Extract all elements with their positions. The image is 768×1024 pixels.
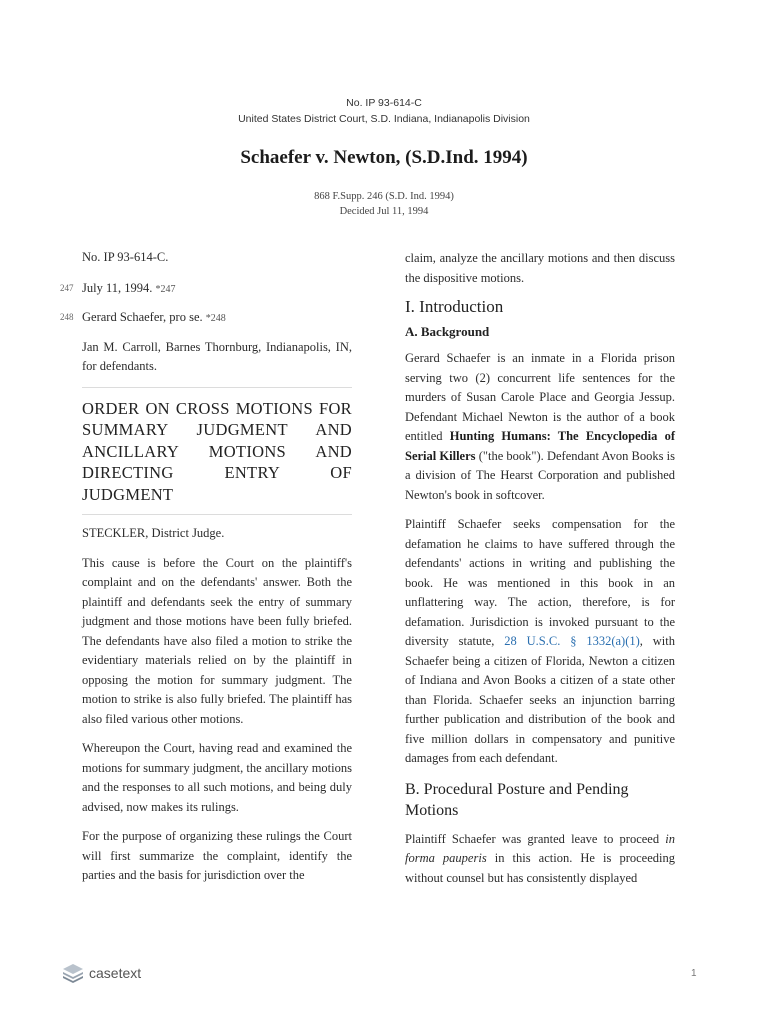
decided-date: Decided Jul 11, 1994: [339, 206, 429, 217]
paragraph: Plaintiff Schaefer seeks compensation for the defamation he claims to have suffered through the defendants' actions in writing and publishing the book. He was mentioned in this book in an unflattering way. The action, therefore, is for defamation. Jurisdiction is invoked pursuant to the diversity statute, 28 U.S.C. § 1332(a)(1), with Schaefer being a citizen of Florida, Newton a citizen of Indiana and Avon Books a citizen of a state other than Florida. Schaefer seeks an injunction barring further publication and distribution of the book and five million dollars in compensatory and punitive damages from each defendant.: [405, 517, 675, 765]
right-column: [405, 249, 675, 888]
court-name: United States District Court, S.D. Indiana, Indianapolis Division: [238, 113, 530, 125]
page-pin-248: 248: [60, 312, 74, 322]
star-page-247: *247: [155, 283, 176, 295]
statute-link[interactable]: 28 U.S.C. § 1332(a)(1): [504, 634, 640, 648]
citation: 868 F.Supp. 246 (S.D. Ind. 1994): [314, 191, 454, 202]
docket-number: No. IP 93-614-C: [346, 97, 422, 109]
date-line: July 11, 1994.: [82, 280, 153, 295]
latin-phrase: in forma pauperis: [405, 831, 675, 865]
casetext-logo[interactable]: [62, 963, 141, 983]
counsel-line: Jan M. Carroll, Barnes Thornburg, Indianapolis, IN, for defendants.: [82, 339, 352, 373]
stack-icon: [62, 963, 84, 983]
section-heading: B. Procedural Posture and Pending Motions: [405, 780, 629, 819]
paragraph: For the purpose of organizing these rulings the Court will first summarize the complaint, identify the parties and the basis for jurisdiction over the: [82, 829, 352, 882]
left-column: [60, 248, 352, 886]
star-page-248: *248: [205, 313, 226, 324]
paragraph: Gerard Schaefer is an inmate in a Florida prison serving two (2) concurrent life sentences for the murders of Susan Carole Place and Georgia Jessup. Defendant Michael Newton is the author of a book entitled Hunting Humans: The Encyclopedia of Serial Killers ("the book"). Defendant Avon Books is a division of The Hearst Corporation and published Newton's book in softcover.: [405, 351, 675, 502]
paragraph: This cause is before the Court on the plaintiff's complaint and on the defendants' answer. Both the plaintiff and defendants seek the entry of summary judgment and those motions have been fully briefed. The defendants have also filed a motion to strike the evidentiary materials relied on by the plaintiff in opposing the motion for summary judgment. The motion to strike is also fully briefed. The plaintiff has also filed various other motions.: [82, 555, 352, 726]
order-title: ORDER ON CROSS MOTIONS FOR SUMMARY JUDGMENT AND ANCILLARY MOTIONS AND DIRECTING ENTRY OF JUDGMENT: [82, 398, 352, 504]
docket-line: No. IP 93-614-C.: [82, 250, 169, 264]
page-pin-247: 247: [60, 282, 74, 293]
section-heading: I. Introduction: [405, 297, 504, 316]
case-title: Schaefer v. Newton, (S.D.Ind. 1994): [240, 147, 528, 168]
book-title: Hunting Humans: The Encyclopedia of Serial Killers: [405, 429, 675, 463]
judge-line: STECKLER, District Judge.: [82, 526, 225, 540]
plaintiff-line: Gerard Schaefer, pro se.: [82, 310, 203, 324]
paragraph: Plaintiff Schaefer was granted leave to proceed in forma pauperis in this action. He is proceeding without counsel but has consistently displayed: [405, 831, 675, 885]
paragraph: claim, analyze the ancillary motions and then discuss the dispositive motions.: [405, 251, 675, 285]
subsection-heading: A. Background: [405, 323, 490, 339]
paragraph: Whereupon the Court, having read and examined the motions for summary judgment, the ancillary motions and the responses to all such motions, and being duly advised, now makes its rulings.: [82, 741, 352, 814]
page-number: 1: [691, 968, 697, 979]
brand-name: casetext: [89, 965, 142, 981]
